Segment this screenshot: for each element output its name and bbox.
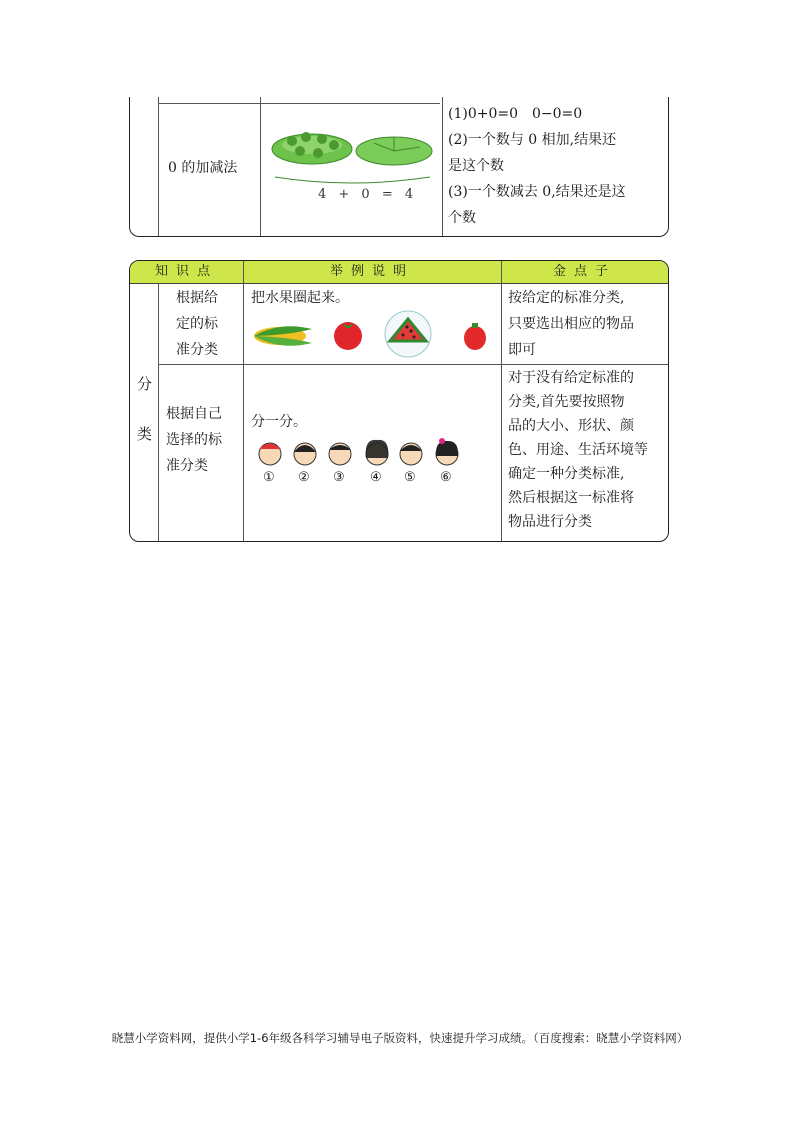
header-knowledge: 知识点: [154, 264, 218, 279]
tip-line-4: (3)一个数减去 0,结果还是这: [448, 184, 626, 200]
row1-label-2: 定的标: [176, 316, 218, 332]
divider: [158, 103, 440, 104]
tip-line-2: (2)一个数与 0 相加,结果还: [448, 132, 617, 148]
number-1: ①: [263, 470, 275, 485]
pepper-icon: [462, 321, 488, 351]
number-2: ②: [298, 470, 310, 485]
divider: [442, 97, 443, 236]
row2-label-2: 选择的标: [166, 432, 222, 448]
divider: [243, 261, 244, 541]
row1-example: 把水果圈起来。: [251, 290, 349, 306]
number-6: ⑥: [440, 470, 452, 485]
addition-table-fragment: [129, 97, 669, 237]
row2-label-1: 根据自己: [166, 406, 222, 422]
row2-tip-2: 分类,首先要按照物: [508, 394, 625, 410]
tip-line-5: 个数: [448, 210, 476, 226]
tip-line-1: (1)0+0=0 0−0=0: [448, 106, 583, 122]
page-footer: 晓慧小学资料网，提供小学1-6年级各科学习辅导电子版资料，快速提升学习成绩。（百度搜索：晓慧小学资料网）: [111, 1031, 689, 1045]
category-char-1: 分: [137, 375, 153, 393]
row2-label-3: 准分类: [166, 458, 208, 474]
number-3: ③: [333, 470, 345, 485]
row1-label-3: 准分类: [176, 342, 218, 358]
tomato-icon: [330, 316, 366, 352]
number-4: ④: [370, 470, 382, 485]
row2-tip-3: 品的大小、形状、颜: [508, 418, 634, 434]
row1-tip-2: 只要选出相应的物品: [508, 316, 634, 332]
divider: [158, 97, 159, 236]
category-char-2: 类: [137, 425, 153, 443]
row2-tip-4: 色、用途、生活环境等: [508, 442, 648, 458]
row1-tip-1: 按给定的标准分类,: [508, 290, 625, 306]
header-tips: 金点子: [552, 264, 616, 279]
classification-table: [129, 260, 669, 542]
watermelon-icon: [383, 309, 433, 359]
divider: [260, 97, 261, 236]
corn-icon: [250, 321, 316, 351]
row1-tip-3: 即可: [508, 342, 536, 358]
divider: [501, 261, 502, 541]
row2-tip-6: 然后根据这一标准将: [508, 490, 634, 506]
row1-label-1: 根据给: [176, 290, 218, 306]
row2-tip-5: 确定一种分类标准,: [508, 466, 625, 482]
divider: [158, 283, 159, 541]
tip-line-3: 是这个数: [448, 158, 504, 174]
equation: 4 + 0 = 4: [318, 187, 418, 202]
number-5: ⑤: [404, 470, 416, 485]
row2-example: 分一分。: [251, 414, 307, 430]
row-label: 0 的加减法: [168, 160, 238, 176]
table-header: [130, 261, 668, 284]
header-example: 举例说明: [329, 264, 414, 279]
row2-tip-7: 物品进行分类: [508, 514, 592, 530]
row2-tip-1: 对于没有给定标准的: [508, 370, 634, 386]
